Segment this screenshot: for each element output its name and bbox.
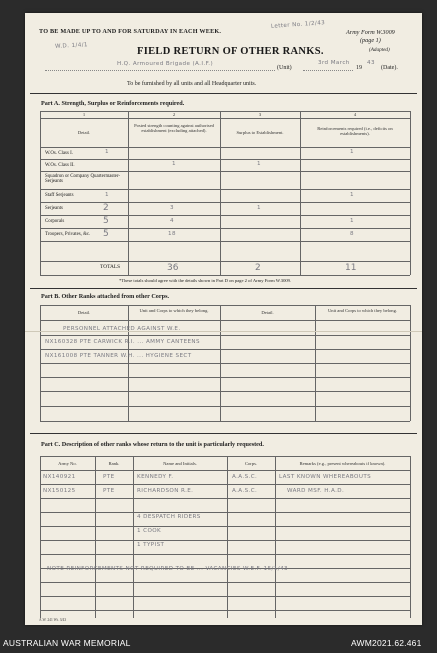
c-r4-name: 1 COOK: [137, 528, 162, 534]
c-r1-army-no: NX140921: [43, 474, 76, 480]
b-note-line-1: PERSONNEL ATTACHED AGAINST W.E.: [63, 326, 181, 332]
handwritten-date: 3rd March: [318, 60, 350, 66]
mark-corp-detail: 5: [103, 216, 109, 226]
row-staff-serjeants: Staff Serjeants: [45, 193, 74, 198]
part-b-divider: [30, 433, 417, 434]
mark-staff-reinf: 1: [350, 192, 354, 198]
part-a-title: Part A. Strength, Surplus or Reinforcements required.: [41, 100, 185, 107]
c-r2-army-no: NX150125: [43, 488, 76, 494]
c-r2-name: RICHARDSON R.E.: [137, 488, 194, 494]
furnished-note: To be furnished by all units and all Headquarter units.: [127, 81, 257, 87]
c-r2-rank: PTE: [103, 488, 115, 494]
unit-label: (Unit): [277, 65, 292, 71]
col-num-4: 4: [353, 112, 357, 117]
mark-wo1-detail: 1: [105, 149, 109, 155]
row-corporals: Corporals: [45, 219, 65, 224]
mark-troop-detail: 5: [103, 229, 109, 239]
row-serjeants: Serjeants: [45, 206, 63, 211]
c-col-rank: Rank.: [108, 461, 120, 466]
mark-serj-detail: 2: [103, 203, 109, 213]
handwritten-letter-ref: Letter No. 1/2/43: [270, 20, 326, 30]
mark-wo1-reinf: 1: [350, 149, 354, 155]
c-col-remarks: Remarks (e.g., present whereabouts if known).: [299, 461, 386, 466]
totals-label: TOTALS: [100, 264, 121, 270]
total-reinf: 11: [345, 263, 357, 273]
part-a-divider: [30, 288, 417, 289]
col-head-detail: Detail.: [77, 130, 91, 135]
mark-staff-detail: 1: [105, 192, 109, 198]
total-posted: 36: [167, 263, 179, 273]
c-col-corps: Corps.: [244, 461, 258, 466]
col-head-surplus: Surplus to Establishment.: [236, 130, 284, 135]
col-num-2: 2: [172, 112, 176, 117]
caption-institution: AUSTRALIAN WAR MEMORIAL: [3, 638, 131, 648]
mark-troop-reinf: 8: [350, 231, 354, 237]
b-note-line-3: NX161008 PTE TANNER W.H. ... HYGIENE SECT: [45, 353, 192, 359]
col-num-1: 1: [82, 112, 86, 117]
mark-troop-posted: 18: [168, 231, 176, 237]
c-r5-name: 1 TYPIST: [137, 542, 165, 548]
totals-note: *These totals should agree with the details shown in Part D on page 2 of Army Form W.3009.: [119, 278, 292, 283]
c-r1-corps: A.A.S.C.: [232, 474, 258, 480]
row-sqmq-serjeants: Squadron or Company Quartermaster-Serjeants: [45, 174, 121, 185]
c-r2-remarks: WARD MSF. H.A.D.: [287, 488, 345, 494]
c-r2-corps: A.A.S.C.: [232, 488, 258, 494]
date-line: [303, 70, 353, 71]
part-b-title: Part B. Other Ranks attached from other Corps.: [41, 293, 170, 300]
b-note-line-2: NX160328 PTE CARWICK R.I. ... AMMY CANTEENS: [45, 339, 200, 345]
c-col-army-no: Army No.: [58, 461, 77, 466]
c-col-name: Name and Initials.: [163, 461, 197, 466]
print-code: A.W. 241 Wt. 3/43: [39, 618, 67, 622]
year-prefix: 19: [356, 65, 362, 71]
mark-serj-surplus: 1: [257, 205, 261, 211]
mark-corp-posted: 4: [170, 218, 174, 224]
mark-serj-posted: 3: [170, 205, 174, 211]
row-troopers: Troopers, Privates, &c.: [45, 232, 91, 237]
mark-wo2-posted: 1: [172, 161, 176, 167]
col-head-posted: Posted strength counting against authorised establishment (excluding attached).: [134, 123, 214, 133]
handwritten-unit: H.Q. Armoured Brigade (A.I.F.): [117, 61, 214, 67]
date-label: (Date).: [381, 65, 398, 71]
row-wo-class-2: W.Os. Class II.: [45, 163, 75, 168]
header-divider: [30, 93, 417, 94]
col-num-3: 3: [258, 112, 262, 117]
paper-fold: [25, 331, 422, 332]
form-adapted: (Adapted): [369, 47, 390, 53]
form-number: Army Form W.3009: [346, 29, 395, 36]
row-wo-class-1: W.Os. Class I.: [45, 151, 73, 156]
handwritten-year: 43: [367, 60, 375, 66]
b-col-unit-2: Unit and Corps to which they belong.: [327, 308, 398, 313]
part-c-title: Part C. Description of other ranks whose return to the unit is particularly requested.: [41, 441, 264, 448]
total-surplus: 2: [255, 263, 261, 273]
unit-line: [45, 70, 275, 71]
c-r1-name: KENNEDY F.: [137, 474, 174, 480]
c-handwritten-note: NOTE REINFORCEMENTS NOT REQUIRED TO BE ... VACANCIES W.E.F. 15/1/43: [47, 566, 288, 572]
b-col-unit-1: Unit and Corps to which they belong.: [139, 308, 209, 313]
caption-accession-number: AWM2021.62.461: [351, 638, 422, 648]
b-col-detail-2: Detail.: [261, 310, 274, 315]
c-r1-remarks: LAST KNOWN WHEREABOUTS: [279, 474, 372, 480]
top-notice: TO BE MADE UP TO AND FOR SATURDAY IN EACH WEEK.: [39, 28, 222, 35]
c-r1-rank: PTE: [103, 474, 115, 480]
handwritten-wd-ref: W.D. 1/4/1: [54, 42, 89, 50]
mark-corp-reinf: 1: [350, 218, 354, 224]
form-page: (page 1): [360, 37, 381, 44]
mark-wo2-surplus: 1: [257, 161, 261, 167]
form-sheet: [25, 13, 422, 625]
b-col-detail-1: Detail.: [77, 310, 91, 315]
form-title: FIELD RETURN OF OTHER RANKS.: [137, 46, 324, 57]
col-head-reinforcements: Reinforcements required (i.e., deficits on establishments).: [317, 126, 393, 136]
c-r3-name: 4 DESPATCH RIDERS: [137, 514, 201, 520]
